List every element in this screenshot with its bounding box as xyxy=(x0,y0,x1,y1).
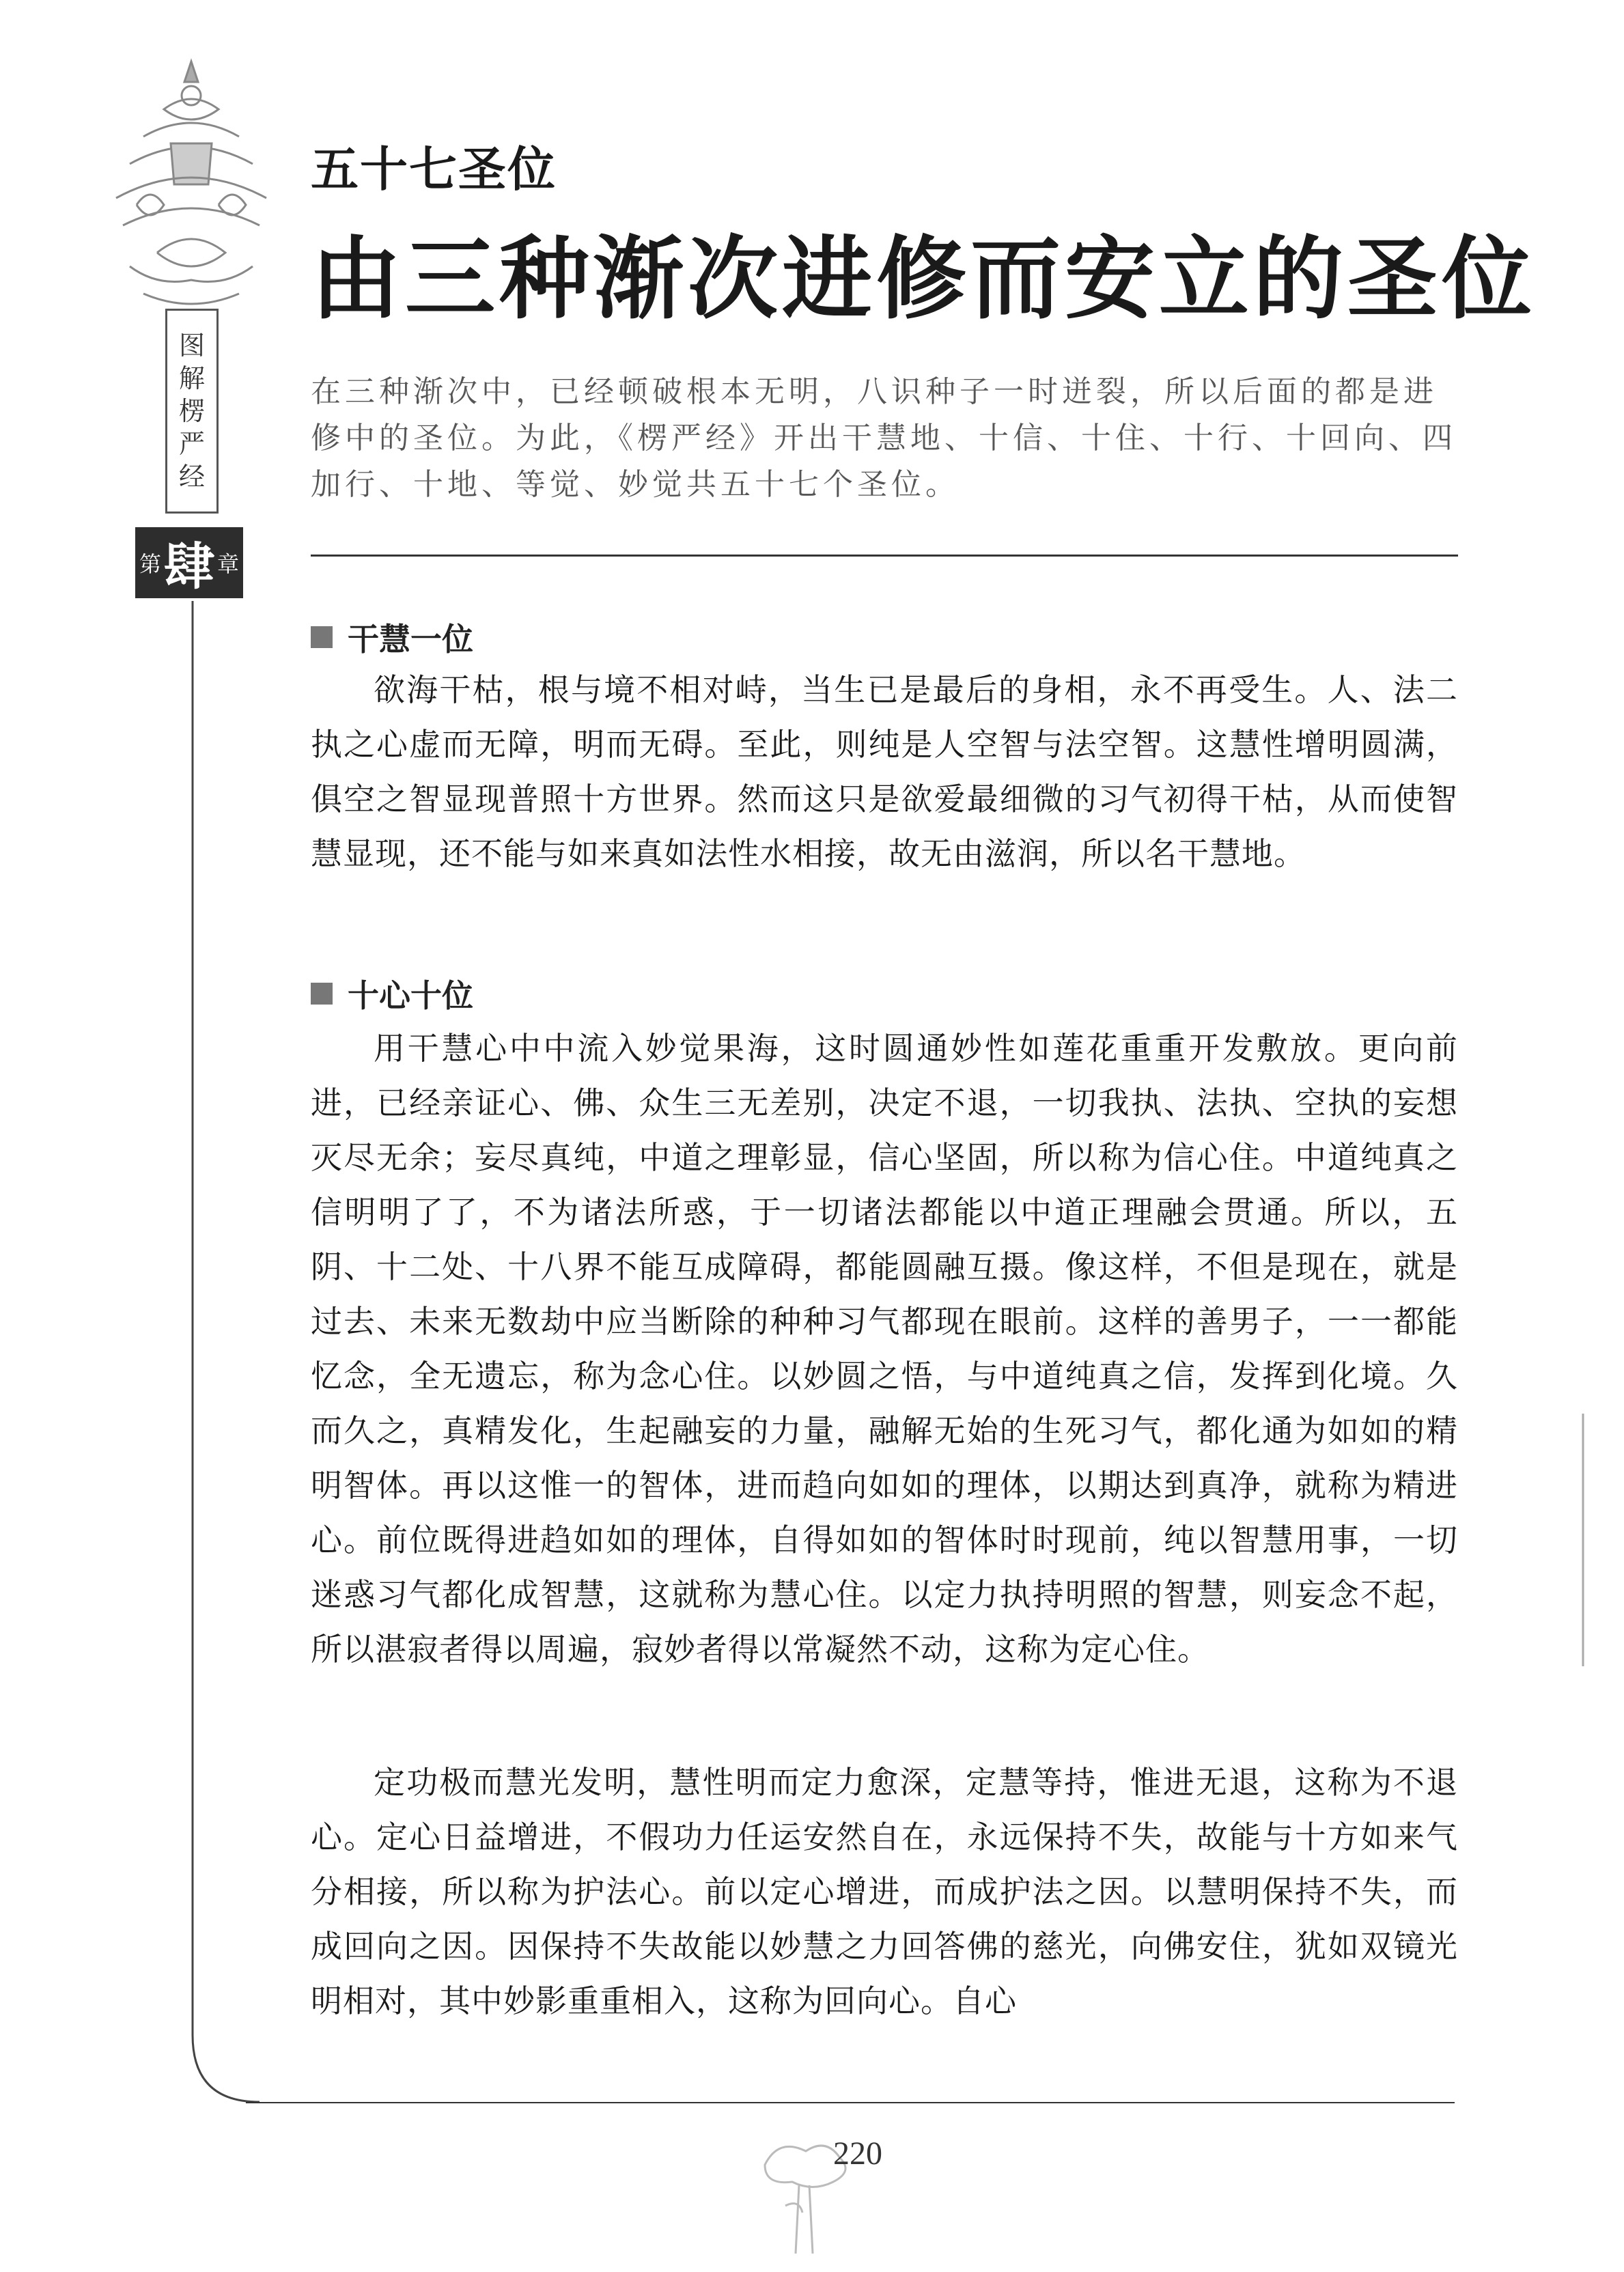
paragraph: 用干慧心中中流入妙觉果海，这时圆通妙性如莲花重重开发敷放。更向前进，已经亲证心、佛、众生三无差别，决定不退，一切我执、法执、空执的妄想灭尽无余；妄尽真纯，中道之理彰显，信心坚固，所以称为信心住。中道纯真之信明明了了，不为诸法所惑，于一切诸法都能以中道正理融会贯通。所以，五阴、十二处、十八界不能互成障碍，都能圆融互摄。像这样，不但是现在，就是过去、未来无数劫中应当断除的种种习气都现在眼前。这样的善男子，一一都能忆念，全无遗忘，称为念心住。以妙圆之悟，与中道纯真之信，发挥到化境。久而久之，真精发化，生起融妄的力量，融解无始的生死习气，都化通为如如的精明智体。再以这惟一的智体，进而趋向如如的理体，以期达到真净，就称为精进心。前位既得进趋如如的理体，自得如如的智体时时现前，纯以智慧用事，一切迷惑习气都化成智慧，这就称为慧心住。以定力执持明照的智慧，则妄念不起，所以湛寂者得以周遍，寂妙者得以常凝然不动，这称为定心住。 xyxy=(311,1030,1458,1668)
paragraph: 定功极而慧光发明，慧性明而定力愈深，定慧等持，惟进无退，这称为不退心。定心日益增进，不假功力任运安然自在，永远保持不失，故能与十方如来气分相接，所以称为护法心。前以定心增进，而成护法之因。以慧明保持不失，而成回向之因。因保持不失故能以妙慧之力回答佛的慈光，向佛安住，犹如双镜光明相对，其中妙影重重相入，这称为回向心。自心 xyxy=(311,1764,1458,2019)
intro-divider xyxy=(311,555,1458,557)
bottom-divider xyxy=(246,2102,1455,2103)
chapter-badge xyxy=(135,527,243,598)
chapter-suffix: 章 xyxy=(217,551,240,577)
intro-text: 在三种渐次中，已经顿破根本无明，八识种子一时迸裂，所以后面的都是进修中的圣位。为此，《楞严经》开出干慧地、十信、十住、十行、十回向、四加行、十地、等觉、妙觉共五十七个圣位。 xyxy=(311,374,1457,502)
book-title-char: 解 xyxy=(178,363,205,393)
page-title: 由三种渐次进修而安立的圣位 xyxy=(311,227,1536,332)
book-title-char: 图 xyxy=(178,331,205,361)
section-heading-text: 十心十位 xyxy=(348,977,473,1014)
square-bullet-icon xyxy=(311,983,333,1005)
book-title-tab xyxy=(165,309,219,514)
section-heading-text: 干慧一位 xyxy=(348,621,473,658)
section-heading xyxy=(311,615,473,660)
paragraph: 欲海干枯，根与境不相对峙，当生已是最后的身相，永不再受生。人、法二执之心虚而无障，明而无碍。至此，则纯是人空智与法空智。这慧性增明圆满，俱空之智显现普照十方世界。然而这只是欲爱最细微的习气初得干枯，从而使智慧显现，还不能与如来真如法性水相接，故无由滋润，所以名干慧地。 xyxy=(311,671,1458,872)
page-number: 220 xyxy=(833,2135,882,2172)
book-title-char: 经 xyxy=(178,462,205,492)
book-title-char: 楞 xyxy=(178,396,205,426)
section-heading xyxy=(311,971,473,1016)
chapter-number: 肆 xyxy=(164,537,214,596)
square-bullet-icon xyxy=(311,626,333,648)
book-title-char: 严 xyxy=(178,429,205,459)
section-subtitle: 五十七圣位 xyxy=(311,141,557,197)
chapter-prefix: 第 xyxy=(139,551,161,577)
